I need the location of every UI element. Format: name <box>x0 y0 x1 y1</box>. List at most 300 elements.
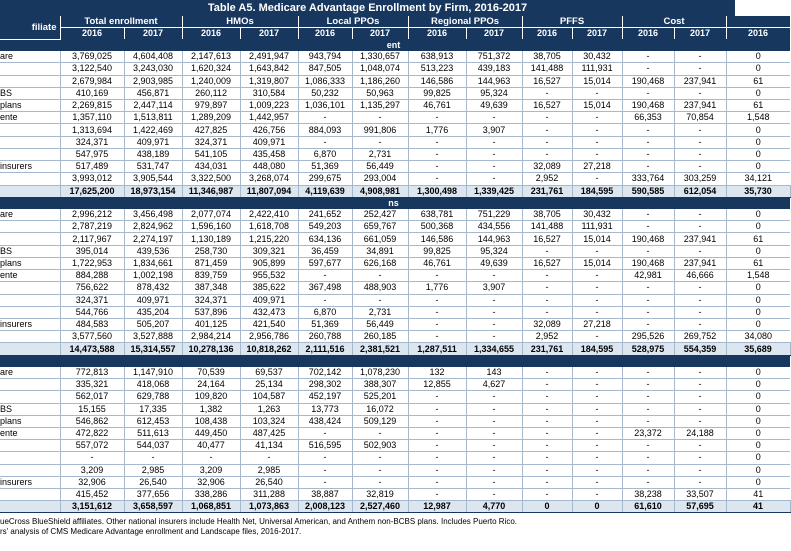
total-cell: 4,770 <box>466 501 522 513</box>
table-cell: 0 <box>726 221 790 233</box>
row-label: ente <box>0 112 60 124</box>
table-cell: 1,263 <box>240 403 298 415</box>
table-cell: 237,941 <box>674 75 726 87</box>
total-label <box>0 501 60 513</box>
table-cell: - <box>572 87 622 99</box>
row-label <box>0 440 60 452</box>
table-cell: 0 <box>726 415 790 427</box>
table-cell: 260,112 <box>182 87 240 99</box>
table-cell: 661,059 <box>352 233 408 245</box>
row-label <box>0 379 60 391</box>
table-cell: 0 <box>726 440 790 452</box>
table-cell: - <box>466 294 522 306</box>
table-cell: 12,855 <box>408 379 466 391</box>
table-cell: 1,009,223 <box>240 100 298 112</box>
table-cell: 61 <box>726 75 790 87</box>
table-cell: 1,422,469 <box>124 124 182 136</box>
table-cell: 612,453 <box>124 415 182 427</box>
table-cell: 537,896 <box>182 306 240 318</box>
table-cell: - <box>522 282 572 294</box>
table-cell: - <box>674 415 726 427</box>
total-cell: 57,695 <box>674 501 726 513</box>
table-cell: - <box>572 148 622 160</box>
row-label: BS <box>0 403 60 415</box>
table-cell: 132 <box>408 367 466 379</box>
table-cell: - <box>352 112 408 124</box>
table-cell: 438,424 <box>298 415 352 427</box>
table-cell: 531,747 <box>124 161 182 173</box>
table-cell: - <box>408 427 466 439</box>
table-cell: 27,218 <box>572 161 622 173</box>
table-cell: - <box>522 415 572 427</box>
table-cell: 435,204 <box>124 306 182 318</box>
table-cell: 4,627 <box>466 379 522 391</box>
table-cell: 26,540 <box>124 476 182 488</box>
table-cell: 51,369 <box>298 161 352 173</box>
table-cell: 0 <box>726 452 790 464</box>
table-cell: 452,197 <box>298 391 352 403</box>
group-header: Regional PPOs <box>408 16 522 28</box>
table-title: Table A5. Medicare Advantage Enrollment by Firm, 2016-2017 <box>0 0 735 16</box>
table-row <box>0 415 790 427</box>
table-cell: - <box>466 136 522 148</box>
table-cell: 2,447,114 <box>124 100 182 112</box>
table-cell: - <box>522 379 572 391</box>
table-cell: 487,425 <box>240 427 298 439</box>
year-header: 2017 <box>240 28 298 40</box>
table-cell: 839,759 <box>182 270 240 282</box>
table-cell: 1,078,230 <box>352 367 408 379</box>
table-cell: 3,122,540 <box>60 63 124 75</box>
table-cell: 15,155 <box>60 403 124 415</box>
table-row <box>0 87 790 99</box>
total-cell: 11,807,094 <box>240 185 298 197</box>
table-cell: 547,975 <box>60 148 124 160</box>
table-cell: 0 <box>726 318 790 330</box>
year-header: 2016 <box>60 28 124 40</box>
table-cell: - <box>622 415 674 427</box>
table-cell: 1,548 <box>726 112 790 124</box>
table-cell: - <box>466 270 522 282</box>
total-cell: 1,073,863 <box>240 501 298 513</box>
year-header: 2017 <box>124 28 182 40</box>
table-cell: 237,941 <box>674 233 726 245</box>
table-cell: 1,313,694 <box>60 124 124 136</box>
affiliate-header: filiate <box>0 16 60 39</box>
row-label: insurers <box>0 318 60 330</box>
table-cell: - <box>674 306 726 318</box>
table-cell: 0 <box>726 427 790 439</box>
table-cell: 3,769,025 <box>60 51 124 63</box>
table-cell: 549,203 <box>298 221 352 233</box>
table-cell: - <box>572 282 622 294</box>
table-cell: 0 <box>726 63 790 75</box>
row-label <box>0 391 60 403</box>
year-header: 2016 <box>622 28 674 40</box>
table-cell: - <box>622 63 674 75</box>
table-cell: 884,093 <box>298 124 352 136</box>
table-cell: 237,941 <box>674 100 726 112</box>
table-cell: - <box>572 124 622 136</box>
table-cell: - <box>622 452 674 464</box>
table-cell: 1,357,110 <box>60 112 124 124</box>
table-cell: - <box>408 415 466 427</box>
table-cell: - <box>408 161 466 173</box>
table-cell: - <box>622 148 674 160</box>
table-cell: 525,201 <box>352 391 408 403</box>
table-cell: - <box>408 294 466 306</box>
table-cell: 311,288 <box>240 489 298 501</box>
table-cell: 449,450 <box>182 427 240 439</box>
row-label: are <box>0 209 60 221</box>
table-cell: 488,903 <box>352 282 408 294</box>
table-cell: 3,905,544 <box>124 173 182 185</box>
table-cell: 0 <box>726 367 790 379</box>
table-cell: 4,604,408 <box>124 51 182 63</box>
table-cell: 95,324 <box>466 87 522 99</box>
table-cell: 34,080 <box>726 331 790 343</box>
table-cell: 15,014 <box>572 233 622 245</box>
table-cell: 544,766 <box>60 306 124 318</box>
row-label <box>0 331 60 343</box>
table-cell: - <box>674 245 726 257</box>
table-cell: - <box>60 452 124 464</box>
table-cell: - <box>674 136 726 148</box>
total-cell: 1,339,425 <box>466 185 522 197</box>
table-cell: 108,438 <box>182 415 240 427</box>
row-label: insurers <box>0 161 60 173</box>
table-cell: - <box>522 440 572 452</box>
table-cell: 409,971 <box>124 294 182 306</box>
table-cell: - <box>408 306 466 318</box>
table-cell: 99,825 <box>408 87 466 99</box>
table-cell: 421,540 <box>240 318 298 330</box>
table-row <box>0 161 790 173</box>
table-cell: - <box>622 476 674 488</box>
table-cell: - <box>674 440 726 452</box>
table-cell: 1,048,074 <box>352 63 408 75</box>
table-cell: 756,622 <box>60 282 124 294</box>
table-cell: 30,432 <box>572 51 622 63</box>
table-cell: 1,319,807 <box>240 75 298 87</box>
table-cell: 16,527 <box>522 100 572 112</box>
table-cell: - <box>674 148 726 160</box>
table-row <box>0 367 790 379</box>
table-cell: - <box>298 427 352 439</box>
total-cell: 1,287,511 <box>408 343 466 355</box>
table-cell: 513,223 <box>408 63 466 75</box>
total-row <box>0 343 790 355</box>
table-cell: 258,730 <box>182 245 240 257</box>
row-label <box>0 148 60 160</box>
table-cell: 3,577,560 <box>60 331 124 343</box>
table-cell: 426,756 <box>240 124 298 136</box>
table-cell: 1,135,297 <box>352 100 408 112</box>
table-cell: 415,452 <box>60 489 124 501</box>
table-cell: - <box>522 148 572 160</box>
table-cell: - <box>124 452 182 464</box>
table-cell: - <box>572 306 622 318</box>
total-cell: 554,359 <box>674 343 726 355</box>
table-cell: 427,825 <box>182 124 240 136</box>
table-cell: 50,232 <box>298 87 352 99</box>
table-cell: 32,819 <box>352 489 408 501</box>
table-cell: 905,899 <box>240 257 298 269</box>
table-cell: 61 <box>726 233 790 245</box>
table-cell: - <box>572 136 622 148</box>
table-cell: 2,731 <box>352 148 408 160</box>
table-cell: 500,368 <box>408 221 466 233</box>
table-cell: 109,820 <box>182 391 240 403</box>
group-header: Total enrollment <box>60 16 182 28</box>
table-cell: - <box>674 282 726 294</box>
total-cell: 4,908,981 <box>352 185 408 197</box>
table-cell: 409,971 <box>240 294 298 306</box>
table-cell: - <box>622 391 674 403</box>
table-cell: 385,622 <box>240 282 298 294</box>
table-cell: 269,752 <box>674 331 726 343</box>
table-cell: - <box>622 440 674 452</box>
table-row <box>0 112 790 124</box>
table-cell: 33,507 <box>674 489 726 501</box>
group-header: HMOs <box>182 16 298 28</box>
table-cell: 104,587 <box>240 391 298 403</box>
table-cell: - <box>408 440 466 452</box>
table-cell: 0 <box>726 87 790 99</box>
table-cell: 41,134 <box>240 440 298 452</box>
total-cell: 10,818,262 <box>240 343 298 355</box>
table-cell: 388,307 <box>352 379 408 391</box>
table-cell: - <box>182 452 240 464</box>
table-cell: 260,185 <box>352 331 408 343</box>
table-cell: 597,677 <box>298 257 352 269</box>
table-row <box>0 257 790 269</box>
table-cell: 439,536 <box>124 245 182 257</box>
total-cell: 528,975 <box>622 343 674 355</box>
table-cell: - <box>674 63 726 75</box>
table-cell: 1,330,657 <box>352 51 408 63</box>
table-row <box>0 294 790 306</box>
table-cell: - <box>240 452 298 464</box>
table-cell: - <box>622 209 674 221</box>
table-cell: 1,382 <box>182 403 240 415</box>
table-cell: 56,449 <box>352 161 408 173</box>
table-cell: - <box>674 452 726 464</box>
table-cell: 70,854 <box>674 112 726 124</box>
table-cell: 338,286 <box>182 489 240 501</box>
row-label <box>0 173 60 185</box>
table-cell: 387,348 <box>182 282 240 294</box>
year-header: 2016 <box>408 28 466 40</box>
table-cell: 511,613 <box>124 427 182 439</box>
table-cell: 638,781 <box>408 209 466 221</box>
table-cell: 24,188 <box>674 427 726 439</box>
table-cell: - <box>622 221 674 233</box>
table-cell: 2,147,613 <box>182 51 240 63</box>
table-cell: 293,004 <box>352 173 408 185</box>
table-cell: 144,963 <box>466 233 522 245</box>
table-cell: 456,871 <box>124 87 182 99</box>
table-cell: - <box>408 403 466 415</box>
row-label <box>0 233 60 245</box>
table-row <box>0 75 790 87</box>
row-label <box>0 63 60 75</box>
table-cell: 141,488 <box>522 63 572 75</box>
table-cell: 432,473 <box>240 306 298 318</box>
total-cell: 590,585 <box>622 185 674 197</box>
table-cell: 2,952 <box>522 331 572 343</box>
table-cell: - <box>298 270 352 282</box>
table-cell: 99,825 <box>408 245 466 257</box>
total-cell: 1,334,655 <box>466 343 522 355</box>
total-cell: 1,068,851 <box>182 501 240 513</box>
row-label <box>0 452 60 464</box>
table-cell: 1,186,260 <box>352 75 408 87</box>
section-header-row <box>0 197 790 209</box>
row-label <box>0 75 60 87</box>
table-cell: 502,903 <box>352 440 408 452</box>
table-cell: - <box>466 476 522 488</box>
table-cell: 1,215,220 <box>240 233 298 245</box>
table-cell: - <box>408 318 466 330</box>
table-cell: - <box>572 415 622 427</box>
table-row <box>0 452 790 464</box>
table-cell: - <box>674 221 726 233</box>
total-cell: 184,595 <box>572 185 622 197</box>
table-cell: 2,824,962 <box>124 221 182 233</box>
table-cell: 505,207 <box>124 318 182 330</box>
table-cell: 395,014 <box>60 245 124 257</box>
total-cell: 2,111,516 <box>298 343 352 355</box>
table-cell: 1,130,189 <box>182 233 240 245</box>
table-cell: 146,586 <box>408 75 466 87</box>
table-cell: - <box>408 136 466 148</box>
table-cell: 2,952 <box>522 173 572 185</box>
table-cell: 190,468 <box>622 75 674 87</box>
table-cell: - <box>408 391 466 403</box>
table-cell: 3,527,888 <box>124 331 182 343</box>
table-cell: 144,963 <box>466 75 522 87</box>
table-cell: 1,776 <box>408 124 466 136</box>
table-cell: 2,491,947 <box>240 51 298 63</box>
table-cell: 2,996,212 <box>60 209 124 221</box>
table-cell: - <box>408 452 466 464</box>
table-cell: - <box>622 87 674 99</box>
table-cell: 2,274,197 <box>124 233 182 245</box>
total-cell: 10,278,136 <box>182 343 240 355</box>
table-cell: 32,089 <box>522 161 572 173</box>
table-cell: 2,956,786 <box>240 331 298 343</box>
table-cell: 260,788 <box>298 331 352 343</box>
table-cell: 0 <box>726 245 790 257</box>
table-cell: 943,794 <box>298 51 352 63</box>
table-row <box>0 318 790 330</box>
table-cell: 0 <box>726 136 790 148</box>
table-row <box>0 464 790 476</box>
table-cell: 3,907 <box>466 282 522 294</box>
table-cell: - <box>572 464 622 476</box>
table-cell: - <box>466 464 522 476</box>
table-cell: - <box>522 403 572 415</box>
table-cell: - <box>466 489 522 501</box>
table-cell: 878,432 <box>124 282 182 294</box>
table-cell: 111,931 <box>572 63 622 75</box>
table-cell: 95,324 <box>466 245 522 257</box>
table-cell: 324,371 <box>182 294 240 306</box>
table-cell: 434,031 <box>182 161 240 173</box>
table-cell: 955,532 <box>240 270 298 282</box>
table-cell: - <box>522 294 572 306</box>
table-cell: - <box>522 464 572 476</box>
total-cell: 231,761 <box>522 343 572 355</box>
table-cell: - <box>522 452 572 464</box>
header-row-groups <box>0 16 790 28</box>
total-label <box>0 343 60 355</box>
table-cell: 562,017 <box>60 391 124 403</box>
table-cell: - <box>674 403 726 415</box>
table-cell: 32,089 <box>522 318 572 330</box>
table-cell: - <box>466 306 522 318</box>
table-cell: - <box>572 112 622 124</box>
table-cell: 13,773 <box>298 403 352 415</box>
table-cell: 544,037 <box>124 440 182 452</box>
year-header: 2016 <box>298 28 352 40</box>
table-cell: - <box>622 282 674 294</box>
section-header-row <box>0 39 790 51</box>
total-cell: 18,973,154 <box>124 185 182 197</box>
table-cell: 516,595 <box>298 440 352 452</box>
table-cell: - <box>298 464 352 476</box>
table-cell: 2,984,214 <box>182 331 240 343</box>
table-cell: - <box>466 148 522 160</box>
table-cell: 2,269,815 <box>60 100 124 112</box>
total-cell: 184,595 <box>572 343 622 355</box>
table-cell: - <box>298 452 352 464</box>
table-cell: 634,136 <box>298 233 352 245</box>
table-cell: 626,168 <box>352 257 408 269</box>
table-cell: - <box>522 245 572 257</box>
table-cell: - <box>466 427 522 439</box>
total-cell: 35,730 <box>726 185 790 197</box>
table-cell: 2,985 <box>240 464 298 476</box>
total-cell: 35,689 <box>726 343 790 355</box>
table-cell: 1,147,910 <box>124 367 182 379</box>
enrollment-table <box>0 16 791 513</box>
table-cell: 6,870 <box>298 306 352 318</box>
table-cell: - <box>352 427 408 439</box>
row-label <box>0 282 60 294</box>
table-cell: 15,014 <box>572 257 622 269</box>
table-cell: - <box>522 476 572 488</box>
table-cell: 25,134 <box>240 379 298 391</box>
table-cell: 34,891 <box>352 245 408 257</box>
table-cell: 435,458 <box>240 148 298 160</box>
table-row <box>0 233 790 245</box>
table-cell: 23,372 <box>622 427 674 439</box>
table-cell: 3,993,012 <box>60 173 124 185</box>
total-label <box>0 185 60 197</box>
table-cell: - <box>408 464 466 476</box>
table-cell: - <box>622 51 674 63</box>
table-cell: - <box>408 270 466 282</box>
table-row <box>0 51 790 63</box>
table-cell: 0 <box>726 148 790 160</box>
table-cell: - <box>622 367 674 379</box>
table-cell: 16,072 <box>352 403 408 415</box>
table-cell: 26,540 <box>240 476 298 488</box>
table-cell: 46,666 <box>674 270 726 282</box>
table-cell: - <box>352 136 408 148</box>
